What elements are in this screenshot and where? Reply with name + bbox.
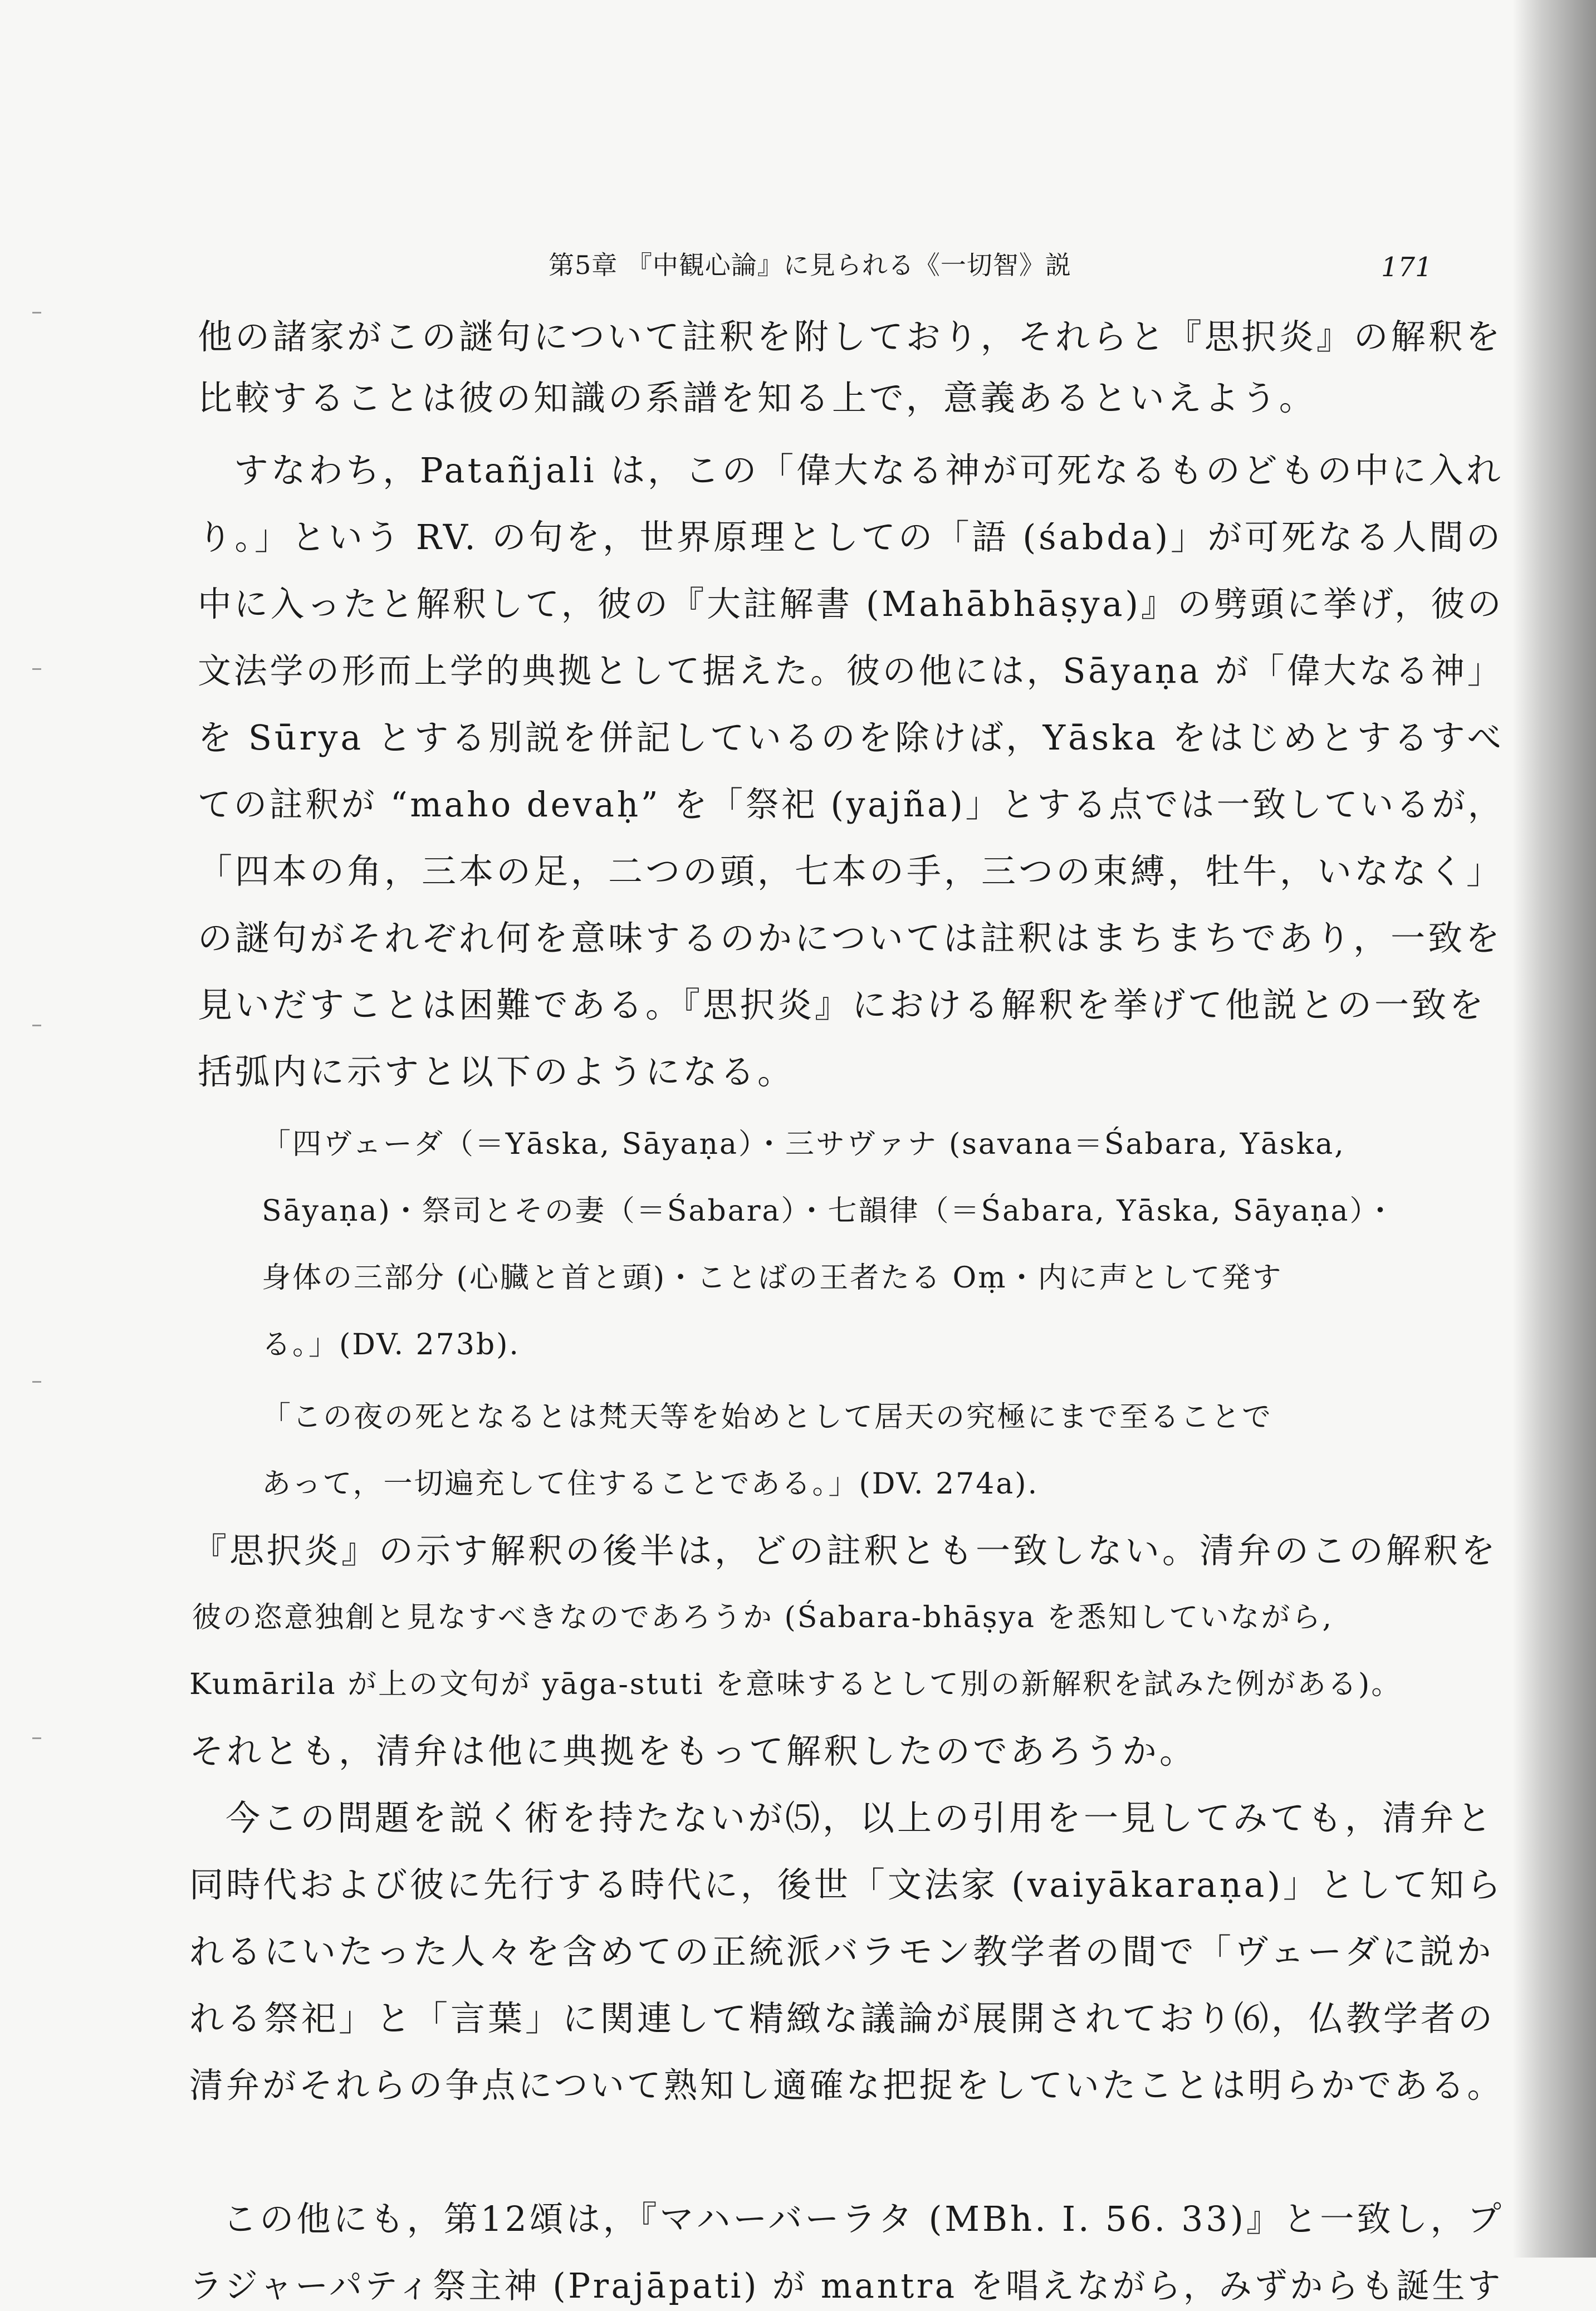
quote-line: あって，一切遍充して住することである。」(DV. 274a). [262, 1467, 1039, 1501]
text-line: ての註釈が “maho devaḥ” を「祭祀 (yajña)」とする点では一致しているが， [198, 784, 1504, 825]
quote-line: 「この夜の死となるとは梵天等を始めとして居天の究極にまで至ることで [262, 1401, 1273, 1434]
page-number: 171 [1381, 252, 1432, 283]
text-line: すなわち，Patañjali は，この「偉大なる神が可死なるものどもの中に入れ [234, 450, 1504, 491]
running-header [0, 245, 1596, 284]
text-line: 中に入ったと解釈して，彼の『大註解書 (Mahābhāṣya)』の劈頭に挙げ，彼の [198, 584, 1504, 624]
text-line: れるにいたった人々を含めての正統派バラモン教学者の間で「ヴェーダに説か [189, 1931, 1494, 1972]
scan-margin-mark [32, 1381, 41, 1383]
quote-line: Sāyaṇa)・祭司とその妻（＝Śabara）・七韻律（＝Śabara, Yāska, Sāyaṇa）・ [262, 1194, 1397, 1228]
text-line: 今この問題を説く術を持たないが⑸，以上の引用を一見してみても，清弁と [226, 1798, 1495, 1838]
text-line: 比較することは彼の知識の系譜を知る上で，意義あるといえよう。 [198, 378, 1316, 418]
scan-margin-mark [32, 668, 41, 670]
text-line: 清弁がそれらの争点について熟知し適確な把捉をしていたことは明らかである。 [189, 2065, 1504, 2106]
text-line: 見いだすことは困難である。『思択炎』における解釈を挙げて他説との一致を [198, 985, 1487, 1025]
text-line: 括弧内に示すと以下のようになる。 [198, 1051, 795, 1092]
scan-shadow-edge [1512, 0, 1596, 2258]
text-line: この他にも，第12頌は，『マハーバーラタ (MBh. I. 56. 33)』と一致し，プ [223, 2199, 1504, 2239]
text-line: それとも，清弁は他に典拠をもって解釈したのであろうか。 [189, 1731, 1197, 1771]
text-line: 他の諸家がこの謎句について註釈を附しており，それらと『思択炎』の解釈を [198, 316, 1503, 357]
text-line: 「四本の角，三本の足，二つの頭，七本の手，三つの束縛，牡牛，いななく」 [198, 851, 1504, 892]
text-line: 彼の恣意独創と見なすべきなのであろうか (Śabara-bhāṣya を悉知していながら, [192, 1601, 1334, 1634]
text-line: れる祭祀」と「言葉」に関連して精緻な議論が展開されており⑹，仏教学者の [189, 1998, 1496, 2039]
chapter-title: 第5章 『中観心論』に見られる《一切智》説 [549, 250, 1071, 280]
scan-margin-mark [32, 1737, 41, 1739]
text-line: り。」という RV. の句を，世界原理としての「語 (śabda)」が可死なる人間の [198, 517, 1504, 557]
text-line: 『思択炎』の示す解釈の後半は，どの註釈とも一致しない。清弁のこの解釈を [192, 1530, 1499, 1571]
text-line: 文法学の形而上学的典拠として据えた。彼の他には，Sāyaṇa が「偉大なる神」 [198, 650, 1504, 691]
text-line: ラジャーパティ祭主神 (Prajāpati) が mantra を唱えながら，みずからも誕生す [189, 2265, 1504, 2306]
quote-line: 「四ヴェーダ（＝Yāska, Sāyaṇa）・三サヴァナ (savana＝Śabara, Yāska, [262, 1128, 1345, 1161]
scan-margin-mark [32, 312, 41, 314]
text-line: を Sūrya とする別説を併記しているのを除けば，Yāska をはじめとするすべ [198, 717, 1504, 758]
text-line: 同時代および彼に先行する時代に，後世「文法家 (vaiyākaraṇa)」として知ら [189, 1864, 1504, 1905]
scan-margin-mark [32, 1025, 41, 1026]
quote-line: 身体の三部分 (心臓と首と頭)・ことばの王者たる Oṃ・内に声として発す [262, 1261, 1283, 1295]
text-line: Kumārila が上の文句が yāga-stuti を意味するとして別の新解釈を試みた例がある)。 [189, 1668, 1402, 1701]
text-line: の謎句がそれぞれ何を意味するのかについては註釈はまちまちであり，一致を [198, 918, 1503, 958]
quote-line: る。」(DV. 273b). [262, 1328, 520, 1362]
